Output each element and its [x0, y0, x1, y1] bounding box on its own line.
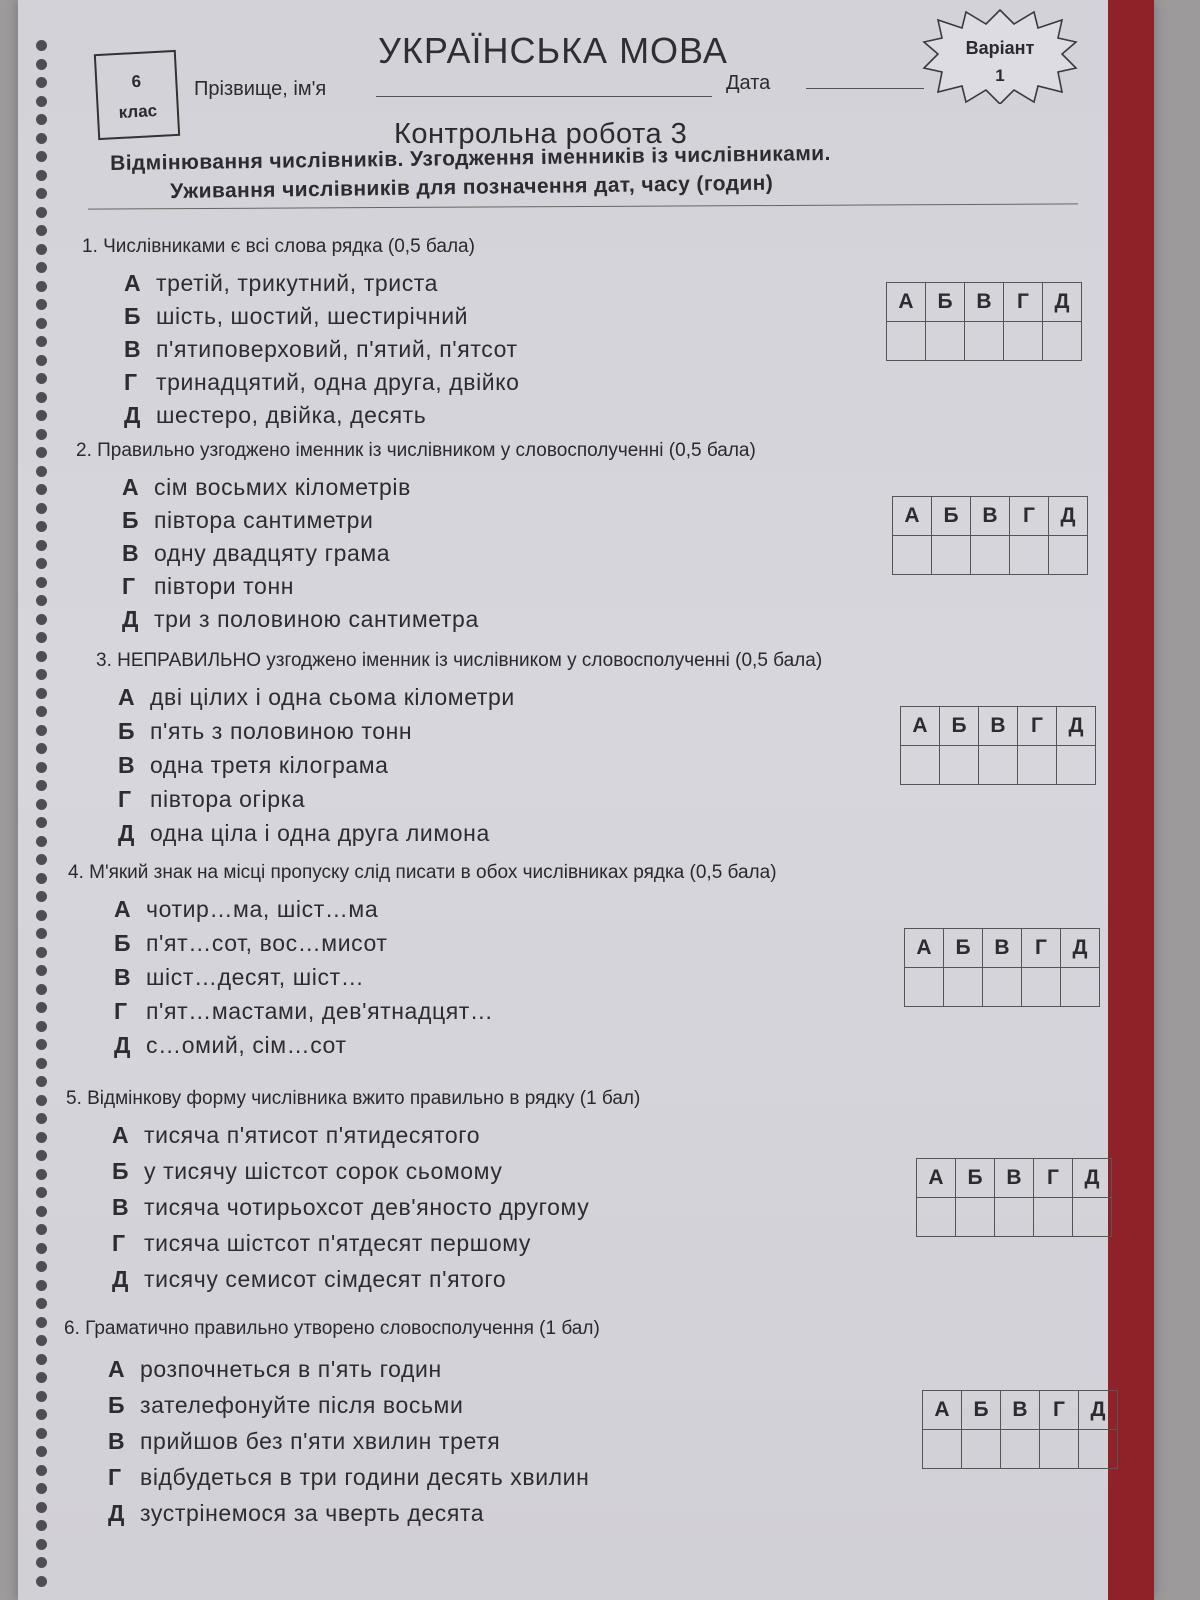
worksheet-page: [18, 0, 1154, 1600]
binding-hole: [36, 77, 47, 88]
option-letter: А: [114, 896, 132, 922]
binding-hole: [36, 984, 47, 995]
answer-letter-d: Д: [1073, 1159, 1112, 1198]
answer-letter-b: Б: [956, 1159, 995, 1198]
answer-letter-h: Г: [1034, 1159, 1073, 1198]
binding-hole: [36, 466, 47, 477]
question-text: 1. Числівниками є всі слова рядка (0,5 бала): [82, 236, 475, 257]
question-text: 4. М'який знак на місці пропуску слід писати в обох числівниках рядка (0,5 бала): [68, 862, 777, 883]
option-letter: В: [108, 1428, 126, 1454]
answer-cell-d[interactable]: [1061, 968, 1100, 1007]
option-letter: В: [124, 336, 142, 362]
option-letter: Д: [112, 1266, 129, 1292]
option-text: одну двадцяту грама: [154, 540, 391, 566]
option-letter: Д: [118, 820, 135, 846]
binding-hole: [36, 891, 47, 902]
binding-hole: [36, 817, 47, 828]
option-text: тисяча чотирьохсот дев'яносто другому: [144, 1194, 590, 1220]
binding-hole: [36, 854, 47, 865]
option-letter: Г: [124, 369, 138, 395]
option-text: відбудеться в три години десять хвилин: [140, 1464, 590, 1490]
option-letter: В: [118, 752, 136, 778]
binding-hole: [36, 540, 47, 551]
spiral-binding: [18, 0, 58, 1600]
option-text: п'ятиповерховий, п'ятий, п'ятсот: [156, 336, 518, 362]
answer-letter-b: Б: [926, 283, 965, 322]
option-h: [112, 1230, 531, 1257]
option-letter: В: [112, 1194, 130, 1220]
binding-hole: [36, 1317, 47, 1328]
binding-hole: [36, 1280, 47, 1291]
option-v: [108, 1428, 500, 1455]
binding-hole: [36, 725, 47, 736]
binding-hole: [36, 577, 47, 588]
binding-hole: [36, 281, 47, 292]
answer-letter-a: А: [917, 1159, 956, 1198]
option-d: [122, 606, 479, 633]
option-a: [114, 896, 378, 923]
binding-hole: [36, 392, 47, 403]
binding-hole: [36, 59, 47, 70]
answer-cell-b[interactable]: [956, 1198, 995, 1237]
binding-hole: [36, 1391, 47, 1402]
binding-hole: [36, 410, 47, 421]
binding-hole: [36, 1409, 47, 1420]
option-d: [108, 1500, 484, 1527]
binding-hole: [36, 1039, 47, 1050]
binding-hole: [36, 614, 47, 625]
option-text: розпочнеться в п'ять годин: [140, 1356, 442, 1382]
option-v: [114, 964, 364, 991]
binding-hole: [36, 1206, 47, 1217]
binding-hole: [36, 1076, 47, 1087]
answer-letter-v: В: [979, 707, 1018, 746]
answer-cell-h[interactable]: [1018, 746, 1057, 785]
answer-cell-b[interactable]: [926, 322, 965, 361]
binding-hole: [36, 780, 47, 791]
answer-letter-h: Г: [1022, 929, 1061, 968]
question-text: 5. Відмінкову форму числівника вжито правильно в рядку (1 бал): [66, 1088, 641, 1109]
variant-label: Варіант: [965, 38, 1035, 58]
option-letter: Б: [124, 303, 142, 329]
binding-hole: [36, 688, 47, 699]
answer-letter-b: Б: [962, 1391, 1001, 1430]
answer-cell-h[interactable]: [1040, 1430, 1079, 1469]
option-b: [122, 507, 374, 534]
binding-hole: [36, 1243, 47, 1254]
answer-grid: [900, 706, 1096, 785]
answer-cell-a[interactable]: [917, 1198, 956, 1237]
option-text: одна третя кілограма: [150, 752, 389, 778]
grade-word: клас: [118, 100, 158, 122]
binding-hole: [36, 1224, 47, 1235]
title-divider: [88, 203, 1078, 209]
answer-letter-h: Г: [1040, 1391, 1079, 1430]
variant-number: 1: [995, 66, 1005, 85]
option-text: півтора сантиметри: [154, 507, 374, 533]
binding-hole: [36, 1428, 47, 1439]
binding-hole: [36, 521, 47, 532]
option-v: [112, 1194, 589, 1221]
binding-hole: [36, 1187, 47, 1198]
answer-cell-v[interactable]: [983, 968, 1022, 1007]
answer-letter-v: В: [995, 1159, 1034, 1198]
option-b: [118, 718, 412, 745]
option-text: шість, шостий, шестирічний: [156, 303, 469, 329]
name-label: Прізвище, ім'я: [194, 78, 327, 100]
binding-hole: [36, 706, 47, 717]
option-letter: Г: [118, 786, 132, 812]
binding-hole: [36, 669, 47, 680]
option-text: чотир…ма, шіст…ма: [146, 896, 379, 922]
answer-grid: [904, 928, 1100, 1007]
answer-letter-v: В: [971, 497, 1010, 536]
answer-letter-a: А: [901, 707, 940, 746]
answer-letter-d: Д: [1061, 929, 1100, 968]
binding-hole: [36, 1539, 47, 1550]
option-text: п'ят…мастами, дев'ятнадцят…: [146, 998, 494, 1024]
option-h: [114, 998, 494, 1025]
binding-hole: [36, 40, 47, 51]
answer-letter-a: А: [887, 283, 926, 322]
binding-hole: [36, 244, 47, 255]
option-letter: Б: [122, 507, 140, 533]
binding-hole: [36, 947, 47, 958]
binding-hole: [36, 651, 47, 662]
answer-letter-d: Д: [1057, 707, 1096, 746]
option-text: тисяча шістсот п'ятдесят першому: [144, 1230, 532, 1256]
binding-hole: [36, 1465, 47, 1476]
option-text: три з половиною сантиметра: [154, 606, 479, 632]
binding-hole: [36, 836, 47, 847]
answer-letter-v: В: [983, 929, 1022, 968]
binding-hole: [36, 1095, 47, 1106]
option-h: [108, 1464, 589, 1491]
option-letter: А: [112, 1122, 130, 1148]
option-letter: А: [122, 474, 140, 500]
grade-number: 6: [131, 71, 142, 92]
option-letter: Д: [114, 1032, 131, 1058]
topic-subtitle-line-1: Відмінювання числівників. Узгодження іменників із числівниками.: [110, 141, 831, 175]
date-field-line: [806, 88, 924, 89]
answer-cell-a[interactable]: [901, 746, 940, 785]
binding-hole: [36, 1372, 47, 1383]
option-letter: Г: [112, 1230, 126, 1256]
option-letter: Д: [108, 1500, 125, 1526]
binding-hole: [36, 762, 47, 773]
option-b: [114, 930, 388, 957]
option-letter: А: [118, 684, 136, 710]
binding-hole: [36, 595, 47, 606]
option-letter: Г: [108, 1464, 122, 1490]
binding-hole: [36, 1132, 47, 1143]
option-a: [108, 1356, 442, 1383]
answer-letter-v: В: [965, 283, 1004, 322]
option-text: с…омий, сім…сот: [146, 1032, 347, 1058]
binding-hole: [36, 1354, 47, 1365]
answer-letter-h: Г: [1010, 497, 1049, 536]
binding-hole: [36, 873, 47, 884]
option-text: тисячу семисот сімдесят п'ятого: [144, 1266, 507, 1292]
answer-grid: [922, 1390, 1118, 1469]
option-h: [118, 786, 305, 813]
binding-hole: [36, 1557, 47, 1568]
answer-cell-v[interactable]: [965, 322, 1004, 361]
binding-hole: [36, 910, 47, 921]
answer-cell-b[interactable]: [944, 968, 983, 1007]
option-letter: В: [122, 540, 140, 566]
answer-cell-a[interactable]: [905, 968, 944, 1007]
answer-cell-v[interactable]: [971, 536, 1010, 575]
answer-letter-d: Д: [1043, 283, 1082, 322]
option-d: [118, 820, 490, 847]
option-b: [112, 1158, 502, 1185]
answer-letter-b: Б: [940, 707, 979, 746]
answer-letter-a: А: [905, 929, 944, 968]
binding-hole: [36, 262, 47, 273]
option-text: тисяча п'ятисот п'ятидесятого: [144, 1122, 481, 1148]
binding-hole: [36, 1446, 47, 1457]
binding-hole: [36, 632, 47, 643]
option-letter: Б: [114, 930, 132, 956]
question-text: 2. Правильно узгоджено іменник із числівником у словосполученні (0,5 бала): [76, 440, 756, 461]
option-text: прийшов без п'яти хвилин третя: [140, 1428, 501, 1454]
binding-hole: [36, 1058, 47, 1069]
option-a: [124, 270, 438, 297]
binding-hole: [36, 1483, 47, 1494]
binding-hole: [36, 188, 47, 199]
answer-cell-d[interactable]: [1049, 536, 1088, 575]
answer-cell-d[interactable]: [1043, 322, 1082, 361]
answer-letter-a: А: [923, 1391, 962, 1430]
answer-letter-h: Г: [1018, 707, 1057, 746]
binding-hole: [36, 170, 47, 181]
question-text: 3. НЕПРАВИЛЬНО узгоджено іменник із числівником у словосполученні (0,5 бала): [96, 650, 823, 671]
answer-cell-a[interactable]: [923, 1430, 962, 1469]
binding-hole: [36, 799, 47, 810]
binding-hole: [36, 1520, 47, 1531]
question-text: 6. Граматично правильно утворено словосполучення (1 бал): [64, 1318, 600, 1339]
binding-hole: [36, 1576, 47, 1587]
answer-letter-b: Б: [944, 929, 983, 968]
option-v: [118, 752, 389, 779]
binding-hole: [36, 447, 47, 458]
option-letter: А: [124, 270, 142, 296]
answer-cell-v[interactable]: [995, 1198, 1034, 1237]
answer-letter-d: Д: [1049, 497, 1088, 536]
option-d: [124, 402, 426, 429]
answer-letter-a: А: [893, 497, 932, 536]
binding-hole: [36, 429, 47, 440]
option-text: зустрінемося за чверть десята: [140, 1500, 485, 1526]
binding-hole: [36, 1335, 47, 1346]
binding-hole: [36, 225, 47, 236]
work-title: Контрольна робота 3: [394, 118, 688, 150]
option-b: [124, 303, 468, 330]
answer-cell-a[interactable]: [893, 536, 932, 575]
option-text: дві цілих і одна сьома кілометри: [150, 684, 515, 710]
answer-cell-d[interactable]: [1079, 1430, 1118, 1469]
answer-cell-d[interactable]: [1073, 1198, 1112, 1237]
binding-hole: [36, 1298, 47, 1309]
option-text: п'ят…сот, вос…мисот: [146, 930, 388, 956]
option-letter: Б: [118, 718, 136, 744]
answer-cell-b[interactable]: [932, 536, 971, 575]
option-text: шестеро, двійка, десять: [156, 402, 427, 428]
answer-letter-h: Г: [1004, 283, 1043, 322]
option-text: півтори тонн: [154, 573, 295, 599]
option-a: [118, 684, 515, 711]
answer-cell-d[interactable]: [1057, 746, 1096, 785]
binding-hole: [36, 1261, 47, 1272]
option-a: [112, 1122, 480, 1149]
binding-hole: [36, 151, 47, 162]
option-b: [108, 1392, 463, 1419]
name-field-line: [376, 96, 712, 97]
binding-hole: [36, 1502, 47, 1513]
binding-hole: [36, 743, 47, 754]
answer-letter-b: Б: [932, 497, 971, 536]
binding-hole: [36, 373, 47, 384]
option-text: шіст…десят, шіст…: [146, 964, 365, 990]
answer-cell-b[interactable]: [962, 1430, 1001, 1469]
option-text: одна ціла і одна друга лимона: [150, 820, 490, 846]
option-text: третій, трикутний, триста: [156, 270, 439, 296]
binding-hole: [36, 207, 47, 218]
binding-hole: [36, 1113, 47, 1124]
answer-cell-h[interactable]: [1004, 322, 1043, 361]
subject-title: УКРАЇНСЬКА МОВА: [378, 30, 728, 71]
option-letter: Г: [114, 998, 128, 1024]
answer-cell-h[interactable]: [1022, 968, 1061, 1007]
option-d: [114, 1032, 347, 1059]
answer-cell-h[interactable]: [1034, 1198, 1073, 1237]
answer-grid: [892, 496, 1088, 575]
binding-hole: [36, 133, 47, 144]
date-label: Дата: [726, 72, 771, 94]
option-text: зателефонуйте після восьми: [140, 1392, 464, 1418]
answer-cell-b[interactable]: [940, 746, 979, 785]
option-a: [122, 474, 411, 501]
answer-cell-v[interactable]: [979, 746, 1018, 785]
option-text: півтора огірка: [150, 786, 306, 812]
answer-cell-v[interactable]: [1001, 1430, 1040, 1469]
grade-box: [94, 50, 180, 140]
option-text: тринадцятий, одна друга, двійко: [156, 369, 520, 395]
binding-hole: [36, 965, 47, 976]
binding-hole: [36, 503, 47, 514]
option-text: п'ять з половиною тонн: [150, 718, 413, 744]
answer-grid: [916, 1158, 1112, 1237]
answer-cell-a[interactable]: [887, 322, 926, 361]
binding-hole: [36, 928, 47, 939]
option-letter: Г: [122, 573, 136, 599]
binding-hole: [36, 114, 47, 125]
binding-hole: [36, 1169, 47, 1180]
option-letter: А: [108, 1356, 126, 1382]
option-text: сім восьмих кілометрів: [154, 474, 411, 500]
topic-subtitle-line-2: Уживання числівників для позначення дат, часу (годин): [170, 171, 774, 203]
binding-hole: [36, 96, 47, 107]
option-h: [122, 573, 294, 600]
option-v: [124, 336, 518, 363]
option-letter: Б: [108, 1392, 126, 1418]
option-letter: Д: [124, 402, 141, 428]
option-v: [122, 540, 390, 567]
binding-hole: [36, 484, 47, 495]
binding-hole: [36, 318, 47, 329]
binding-hole: [36, 355, 47, 366]
option-letter: В: [114, 964, 132, 990]
answer-grid: [886, 282, 1082, 361]
binding-hole: [36, 336, 47, 347]
binding-hole: [36, 1150, 47, 1161]
option-d: [112, 1266, 506, 1293]
option-text: у тисячу шістсот сорок сьомому: [144, 1158, 503, 1184]
option-letter: Д: [122, 606, 139, 632]
option-letter: Б: [112, 1158, 130, 1184]
option-h: [124, 369, 520, 396]
binding-hole: [36, 299, 47, 310]
binding-hole: [36, 558, 47, 569]
answer-letter-d: Д: [1079, 1391, 1118, 1430]
answer-cell-h[interactable]: [1010, 536, 1049, 575]
binding-hole: [36, 1021, 47, 1032]
answer-letter-v: В: [1001, 1391, 1040, 1430]
binding-hole: [36, 1002, 47, 1013]
red-cover-edge: [1108, 0, 1154, 1600]
